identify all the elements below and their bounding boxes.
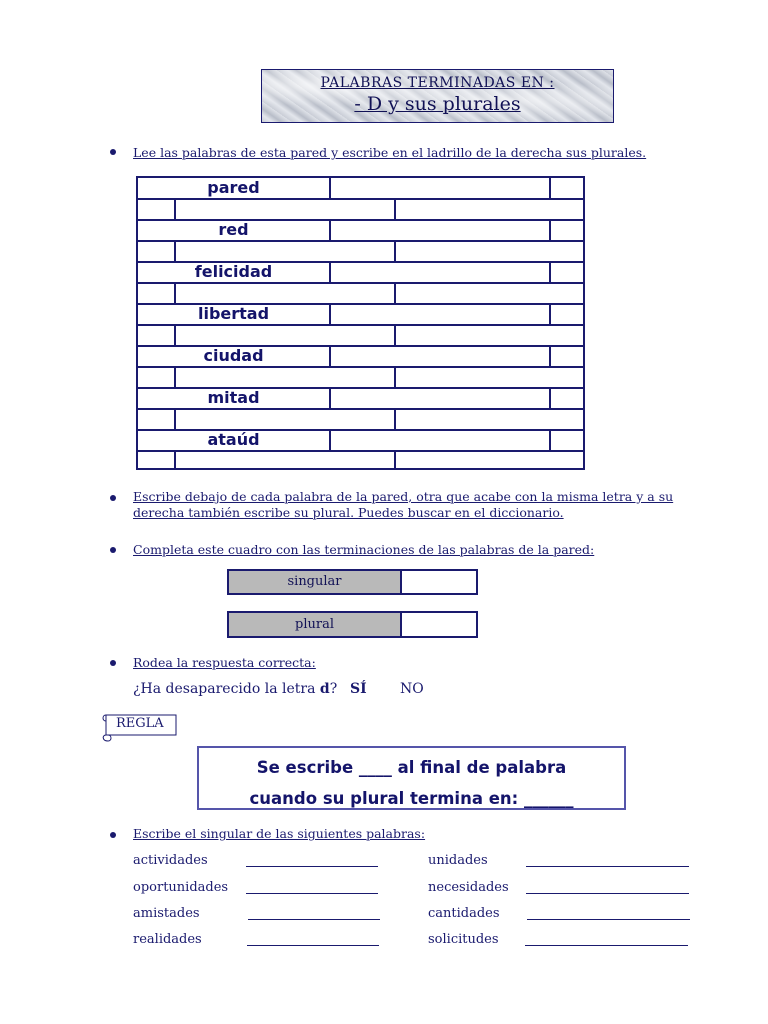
bullet-icon	[110, 547, 116, 553]
instruction-1: Lee las palabras de esta pared y escribe en el ladrillo de la derecha sus plurales.	[133, 145, 647, 160]
bullet-icon	[110, 495, 116, 501]
wall-word: ataúd	[207, 430, 260, 449]
title-line-2: - D y sus plurales	[354, 93, 521, 115]
plural-word: oportunidades	[133, 880, 229, 895]
wall-word: mitad	[207, 388, 260, 407]
instruction-2-line-2: derecha también escribe su plural. Puedes buscar en el diccionario.	[133, 505, 564, 520]
question-suffix: ?	[329, 681, 338, 697]
plural-word: cantidades	[428, 906, 500, 921]
plural-word: amistades	[133, 906, 200, 921]
question-letter: d	[319, 681, 330, 697]
answer-line[interactable]	[247, 945, 379, 946]
bullet-icon	[110, 149, 116, 155]
bullet-icon	[110, 832, 116, 838]
answer-line[interactable]	[246, 866, 378, 867]
question-prefix: ¿Ha desaparecido la letra	[133, 681, 320, 697]
answer-line[interactable]	[526, 866, 689, 867]
instruction-4: Rodea la respuesta correcta:	[133, 655, 316, 670]
wall-word: pared	[207, 178, 260, 197]
plural-word: realidades	[133, 932, 202, 947]
rule-line-2: cuando su plural termina en: ______	[249, 789, 574, 808]
rule-line-1: Se escribe ____ al final de palabra	[256, 758, 567, 777]
answer-line[interactable]	[248, 919, 380, 920]
plural-word: necesidades	[428, 880, 509, 895]
answer-no[interactable]: NO	[400, 681, 424, 697]
answer-line[interactable]	[526, 893, 689, 894]
instruction-5: Escribe el singular de las siguientes palabras:	[133, 826, 426, 841]
wall-word: ciudad	[203, 346, 264, 365]
rule-box	[197, 746, 626, 810]
plural-word: actividades	[133, 853, 208, 868]
answer-line[interactable]	[246, 893, 378, 894]
wall-word: red	[218, 220, 249, 239]
answer-yes[interactable]: SÍ	[350, 681, 367, 697]
singular-label-cell: singular	[227, 569, 402, 595]
plural-label-cell: plural	[227, 611, 402, 638]
bullet-icon	[110, 660, 116, 666]
title-line-1: PALABRAS TERMINADAS EN :	[320, 75, 555, 91]
wall-word: felicidad	[194, 262, 273, 281]
rule-tag	[100, 711, 180, 743]
instruction-3: Completa este cuadro con las terminaciones de las palabras de la pared:	[133, 542, 595, 557]
instruction-2-line-1: Escribe debajo de cada palabra de la pared, otra que acabe con la misma letra y a su	[133, 489, 674, 504]
plural-word: unidades	[428, 853, 488, 868]
question	[133, 681, 337, 697]
rule-tag-label: REGLA	[116, 716, 164, 731]
answer-line[interactable]	[527, 919, 690, 920]
title-box	[261, 69, 614, 123]
answer-line[interactable]	[525, 945, 688, 946]
singular-answer-cell[interactable]	[402, 569, 478, 595]
plural-answer-cell[interactable]	[402, 611, 478, 638]
wall-word: libertad	[197, 304, 270, 323]
brick-wall	[136, 176, 585, 470]
plural-word: solicitudes	[428, 932, 499, 947]
